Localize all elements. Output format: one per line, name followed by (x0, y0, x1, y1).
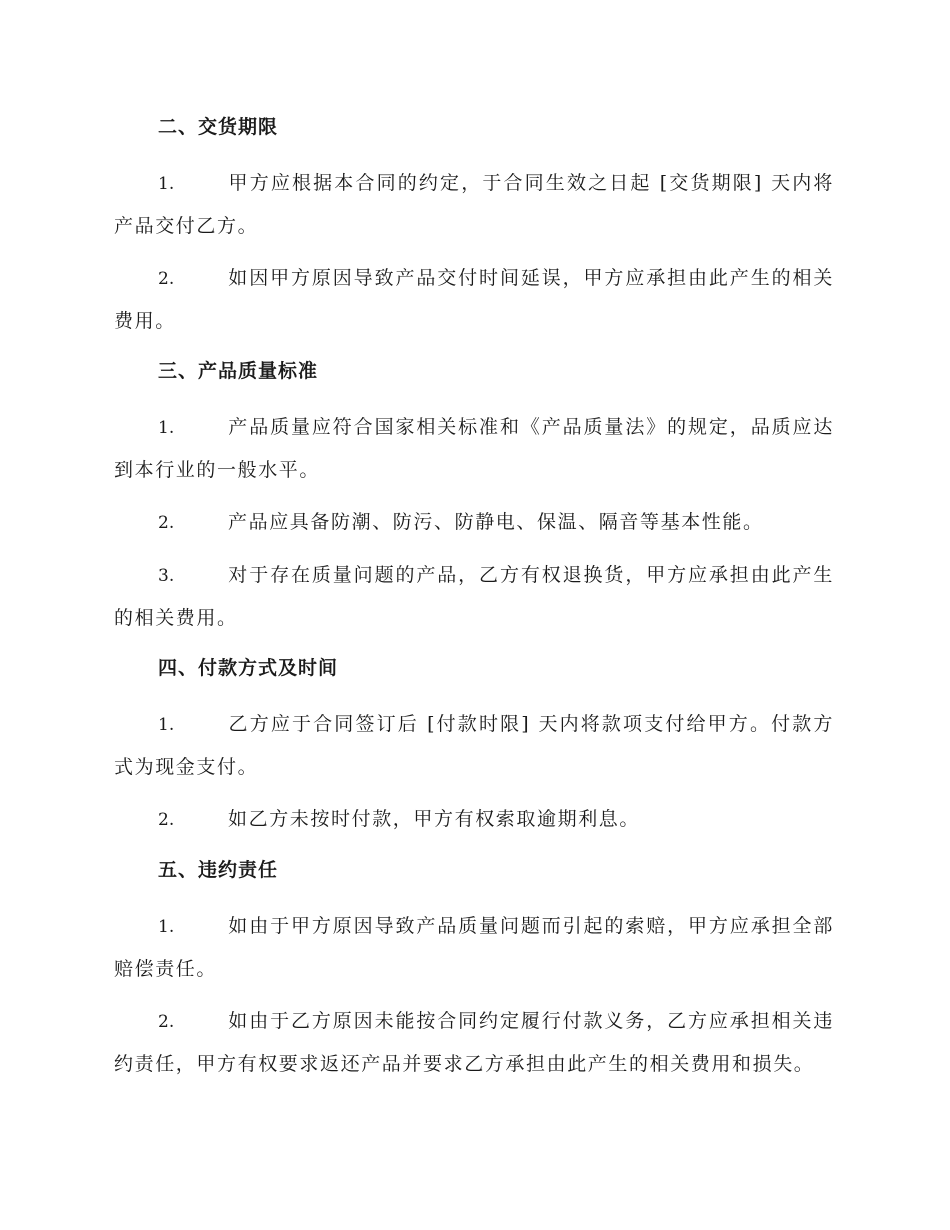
clause-liability-2 (114, 1000, 834, 1085)
clause-number: 3. (158, 566, 175, 586)
clause-text: 乙方应于合同签订后 [付款时限] 天内将款项支付给甲方。付款方式为现金支付。 (114, 713, 834, 778)
clause-number: 1. (158, 715, 175, 735)
clause-number: 2. (158, 1012, 175, 1032)
clause-liability-1 (114, 905, 834, 990)
clause-text: 如由于乙方原因未能按合同约定履行付款义务，乙方应承担相关违约责任，甲方有权要求返还产品并要求乙方承担由此产生的相关费用和损失。 (114, 1010, 834, 1075)
clause-payment-1 (114, 703, 834, 788)
clause-quality-3 (114, 554, 834, 639)
clause-number: 2. (158, 513, 175, 533)
clause-number: 2. (158, 810, 175, 830)
clause-quality-2 (114, 501, 834, 544)
clause-number: 1. (158, 917, 175, 937)
clause-text: 产品质量应符合国家相关标准和《产品质量法》的规定，品质应达到本行业的一般水平。 (114, 416, 834, 481)
clause-text: 如因甲方原因导致产品交付时间延误，甲方应承担由此产生的相关费用。 (114, 267, 834, 332)
clause-text: 如乙方未按时付款，甲方有权索取逾期利息。 (228, 808, 641, 830)
clause-number: 2. (158, 269, 175, 289)
clause-payment-2 (114, 798, 834, 841)
clause-number: 1. (158, 174, 175, 194)
clause-text: 对于存在质量问题的产品，乙方有权退换货，甲方应承担由此产生的相关费用。 (114, 564, 834, 629)
section-heading-quality: 三、产品质量标准 (158, 360, 319, 382)
clause-delivery-2 (114, 257, 834, 342)
clause-text: 产品应具备防潮、防污、防静电、保温、隔音等基本性能。 (228, 511, 764, 533)
section-heading-liability: 五、违约责任 (158, 859, 279, 881)
clause-text: 甲方应根据本合同的约定，于合同生效之日起 [交货期限] 天内将产品交付乙方。 (114, 172, 834, 237)
contract-body (114, 108, 834, 1095)
section-heading-payment: 四、付款方式及时间 (158, 657, 339, 679)
clause-quality-1 (114, 406, 834, 491)
clause-delivery-1 (114, 162, 834, 247)
clause-number: 1. (158, 418, 175, 438)
clause-text: 如由于甲方原因导致产品质量问题而引起的索赔，甲方应承担全部赔偿责任。 (114, 915, 834, 980)
section-heading-delivery: 二、交货期限 (158, 116, 279, 138)
